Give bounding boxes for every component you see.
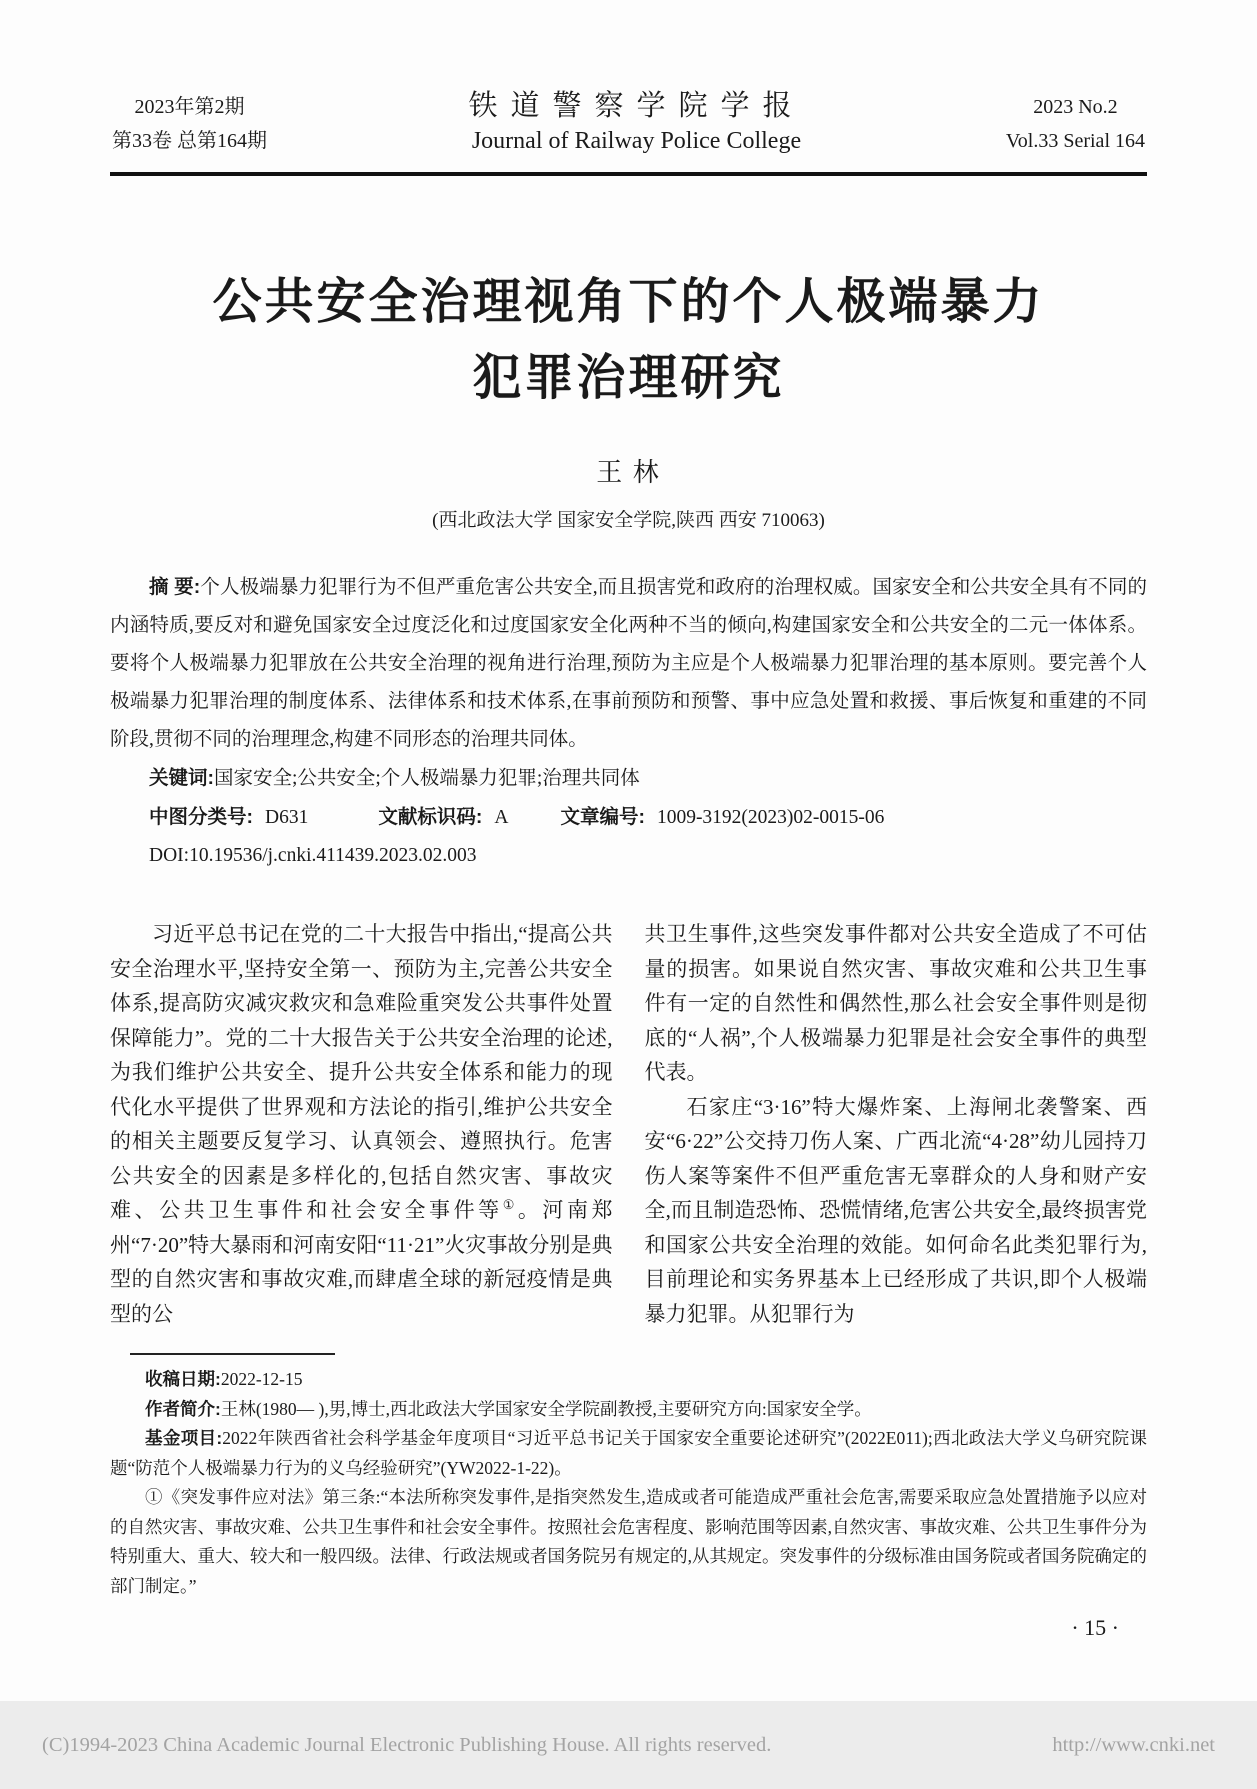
body-paragraph-1-cont: 。河南郑州“7·20”特大暴雨和河南安阳“11·21”火灾事故分别是典型的自然灾害和事故灾难,而肆虐全球的新冠疫情是典型的公: [110, 1198, 613, 1326]
fund-project-line: [110, 1424, 1147, 1483]
issue-info-left: [112, 90, 267, 158]
clc-value: D631: [265, 807, 309, 828]
left-column: [110, 917, 613, 1331]
fund-project-value: 2022年陕西省社会科学基金年度项目“习近平总书记关于国家安全重要论述研究”(2022E011);西北政法大学义乌研究院课题“防范个人极端暴力行为的义乌经验研究”(YW2022-1-22)。: [110, 1428, 1148, 1478]
author-affiliation: (西北政法大学 国家安全学院,陕西 西安 710063): [432, 510, 825, 531]
footnotes-section: [110, 1365, 1147, 1601]
journal-title-cn: 铁道警察学院学报: [468, 90, 805, 122]
keywords-line: [110, 759, 1147, 798]
issue-volume-serial: 第33卷 总第164期: [112, 130, 267, 152]
received-date-line: [110, 1365, 1147, 1395]
article-id-value: 1009-3192(2023)02-0015-06: [656, 807, 885, 828]
journal-title-block: [468, 88, 804, 158]
footnote-divider: [130, 1353, 335, 1355]
author-bio-line: [110, 1395, 1147, 1425]
header-rule: [110, 172, 1147, 176]
article-title-line2: 犯罪治理研究: [472, 350, 785, 405]
received-date-label: 收稿日期:: [145, 1369, 221, 1389]
journal-header: [0, 0, 1257, 172]
fund-project-label: 基金项目:: [145, 1428, 223, 1448]
clc-label: 中图分类号:: [149, 806, 253, 828]
body-paragraph-2: 共卫生事件,这些突发事件都对公共安全造成了不可估量的损害。如果说自然灾害、事故灾难和公共卫生事件有一定的自然性和偶然性,那么社会安全事件则是彻底的“人祸”,个人极端暴力犯罪是社会安全事件的典型代表。: [644, 922, 1147, 1084]
abstract-label: 摘 要:: [149, 576, 201, 598]
body-paragraph-1: [110, 917, 613, 1331]
body-paragraph-1-text: 习近平总书记在党的二十大报告中指出,“提高公共安全治理水平,坚持安全第一、预防为主,完善公共安全体系,提高防灾减灾救灾和急难险重突发公共事件处置保障能力”。党的二十大报告关于公共安全治理的论述,为我们维护公共安全、提升公共安全体系和能力的现代化水平提供了世界观和方法论的指引,维护公共安全的相关主题要反复学习、认真领会、遵照执行。危害公共安全的因素是多样化的,包括自然灾害、事故灾难、公共卫生事件和社会安全事件等: [110, 922, 613, 1222]
doc-code-value: A: [494, 807, 509, 828]
meta-line: [110, 798, 1147, 837]
author-bio-value: 王林(1980— ),男,博士,西北政法大学国家安全学院副教授,主要研究方向:国家安全学。: [220, 1398, 872, 1419]
body-columns: [110, 917, 1147, 1331]
article-id-label: 文章编号:: [560, 806, 645, 828]
issue-info-right: [1006, 90, 1145, 158]
article-title: [110, 264, 1147, 416]
received-date-value: 2022-12-15: [220, 1369, 303, 1389]
cnki-url: http://www.cnki.net: [1052, 1733, 1215, 1756]
copyright-text: (C)1994-2023 China Academic Journal Electronic Publishing House. All rights reserved.: [42, 1733, 772, 1756]
abstract-section: [110, 568, 1147, 875]
body-paragraph-3: 石家庄“3·16”特大爆炸案、上海闸北袭警案、西安“6·22”公交持刀伤人案、广西北流“4·28”幼儿园持刀伤人案等案件不但严重危害无辜群众的人身和财产安全,而且制造恐怖、恐慌情绪,危害公共安全,最终损害党和国家公共安全治理的效能。如何命名此类犯罪行为,目前理论和实务界基本上已经形成了共识,即个人极端暴力犯罪。从犯罪行为: [644, 1094, 1147, 1326]
doc-code-label: 文献标识码:: [378, 806, 483, 828]
issue-volume-en: Vol.33 Serial 164: [1005, 130, 1145, 152]
author-name: 王 林: [596, 458, 661, 487]
scan-footer-bar: [0, 1701, 1257, 1789]
issue-number-en: 2023 No.2: [1033, 96, 1118, 118]
keywords-label: 关键词:: [149, 767, 214, 789]
page-number: · 15 ·: [1071, 1615, 1119, 1640]
journal-title-en: Journal of Railway Police College: [471, 128, 802, 154]
article-title-line1: 公共安全治理视角下的个人极端暴力: [212, 274, 1045, 329]
abstract-text: 个人极端暴力犯罪行为不但严重危害公共安全,而且损害党和政府的治理权威。国家安全和公共安全具有不同的内涵特质,要反对和避免国家安全过度泛化和过度国家安全化两种不当的倾向,构建国家安全和公共安全的二元一体体系。要将个人极端暴力犯罪放在公共安全治理的视角进行治理,预防为主应是个人极端暴力犯罪治理的基本原则。要完善个人极端暴力犯罪治理的制度体系、法律体系和技术体系,在事前预防和预警、事中应急处置和救援、事后恢复和重建的不同阶段,贯彻不同的治理理念,构建不同形态的治理共同体。: [110, 577, 1147, 750]
keywords-text: 国家安全;公共安全;个人极端暴力犯罪;治理共同体: [214, 768, 640, 789]
right-column: [645, 917, 1148, 1331]
author-bio-label: 作者简介:: [145, 1398, 221, 1419]
issue-year-number: 2023年第2期: [134, 96, 245, 118]
footnote-1: ①《突发事件应对法》第三条:“本法所称突发事件,是指突然发生,造成或者可能造成严重社会危害,需要采取应急处置措施予以应对的自然灾害、事故灾难、公共卫生事件和社会安全事件。按照社会危害程度、影响范围等因素,自然灾害、事故灾难、公共卫生事件分为特别重大、重大、较大和一般四级。法律、行政法规或者国务院另有规定的,从其规定。突发事件的分级标准由国务院或者国务院确定的部门制定。”: [110, 1487, 1147, 1596]
abstract-paragraph: [110, 568, 1147, 759]
footnote-ref-1: ①: [502, 1197, 518, 1212]
doi-line: DOI:10.19536/j.cnki.411439.2023.02.003: [149, 845, 477, 866]
